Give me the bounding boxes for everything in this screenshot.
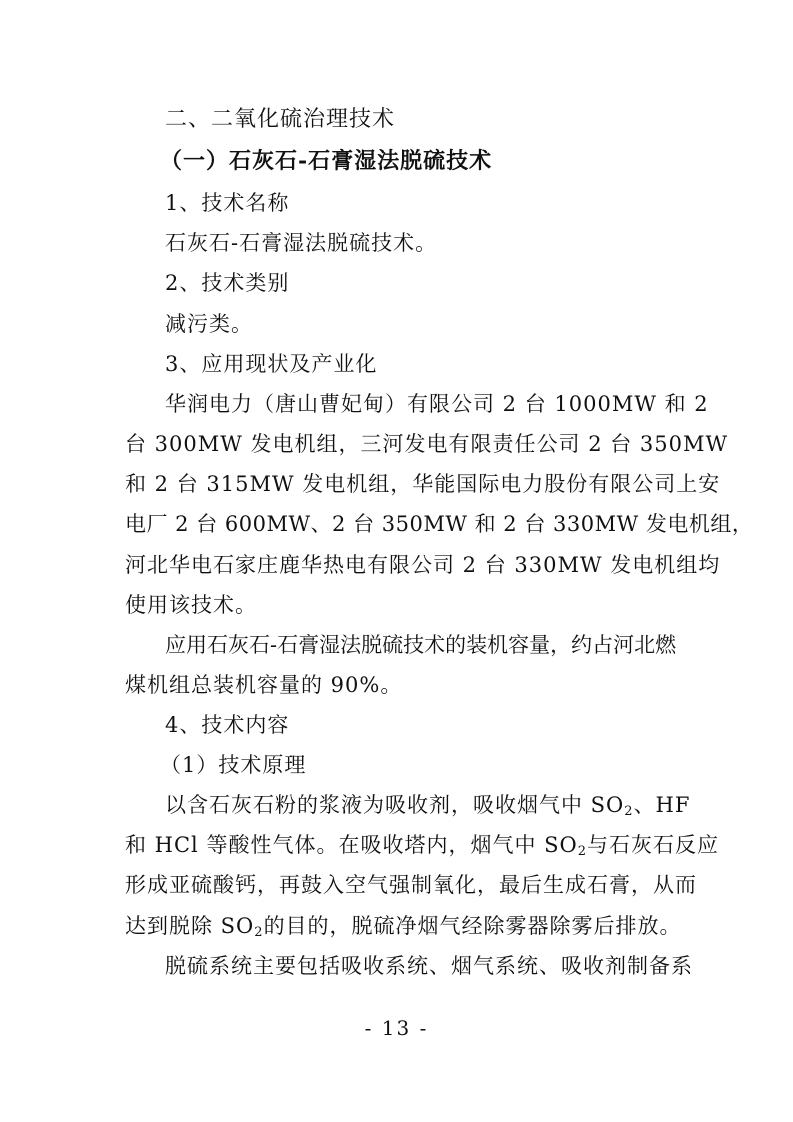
paragraph-line: 华润电力（唐山曹妃甸）有限公司 2 台 1000MW 和 2 [165, 392, 709, 416]
subscript: 2 [624, 804, 634, 819]
paragraph-line [165, 792, 691, 819]
system-paragraph-line: 脱硫系统主要包括吸收系统、烟气系统、吸收剂制备系 [165, 954, 693, 978]
paragraph-line [125, 832, 720, 859]
paragraph-line: 电厂 2 台 600MW、2 台 350MW 和 2 台 330MW 发电机组， [125, 512, 754, 536]
tech-category-heading: 2、技术类别 [165, 271, 290, 295]
tech-name-value: 石灰石-石膏湿法脱硫技术。 [165, 231, 438, 255]
text-run: 达到脱除 SO [125, 914, 255, 938]
text-run: 以含石灰石粉的浆液为吸收剂，吸收烟气中 SO [165, 793, 625, 817]
content-heading: 4、技术内容 [165, 713, 290, 737]
subscript: 2 [577, 844, 588, 859]
paragraph-line: 和 2 台 315MW 发电机组，华能国际电力股份有限公司上安 [125, 472, 721, 496]
tech-name-heading: 1、技术名称 [165, 191, 290, 215]
principle-heading: （1）技术原理 [160, 753, 307, 777]
text-run: 的目的，脱硫净烟气经除雾器除雾后排放。 [263, 914, 682, 938]
paragraph-line: 台 300MW 发电机组，三河发电有限责任公司 2 台 350MW [125, 432, 729, 456]
page-number: - 13 - [364, 1016, 429, 1040]
text-run: 、HF [633, 793, 691, 817]
paragraph-line: 应用石灰石-石膏湿法脱硫技术的装机容量，约占河北燃 [165, 633, 677, 657]
text-run: 与石灰石反应 [587, 833, 720, 857]
section-heading: 二、二氧化硫治理技术 [165, 107, 396, 132]
paragraph-line: 使用该技术。 [125, 593, 257, 617]
text-run: 和 HCl 等酸性气体。在吸收塔内，烟气中 SO [125, 833, 578, 857]
paragraph-line [125, 913, 682, 939]
subsection-heading: （一）石灰石-石膏湿法脱硫技术 [160, 148, 493, 174]
paragraph-line: 形成亚硫酸钙，再鼓入空气强制氧化，最后生成石膏，从而 [125, 873, 697, 897]
paragraph-line: 河北华电石家庄鹿华热电有限公司 2 台 330MW 发电机组均 [125, 553, 721, 577]
paragraph-line: 煤机组总装机容量的 90%。 [125, 673, 403, 697]
status-heading: 3、应用现状及产业化 [165, 352, 378, 376]
tech-category-value: 减污类。 [165, 312, 253, 336]
subscript: 2 [254, 925, 264, 940]
